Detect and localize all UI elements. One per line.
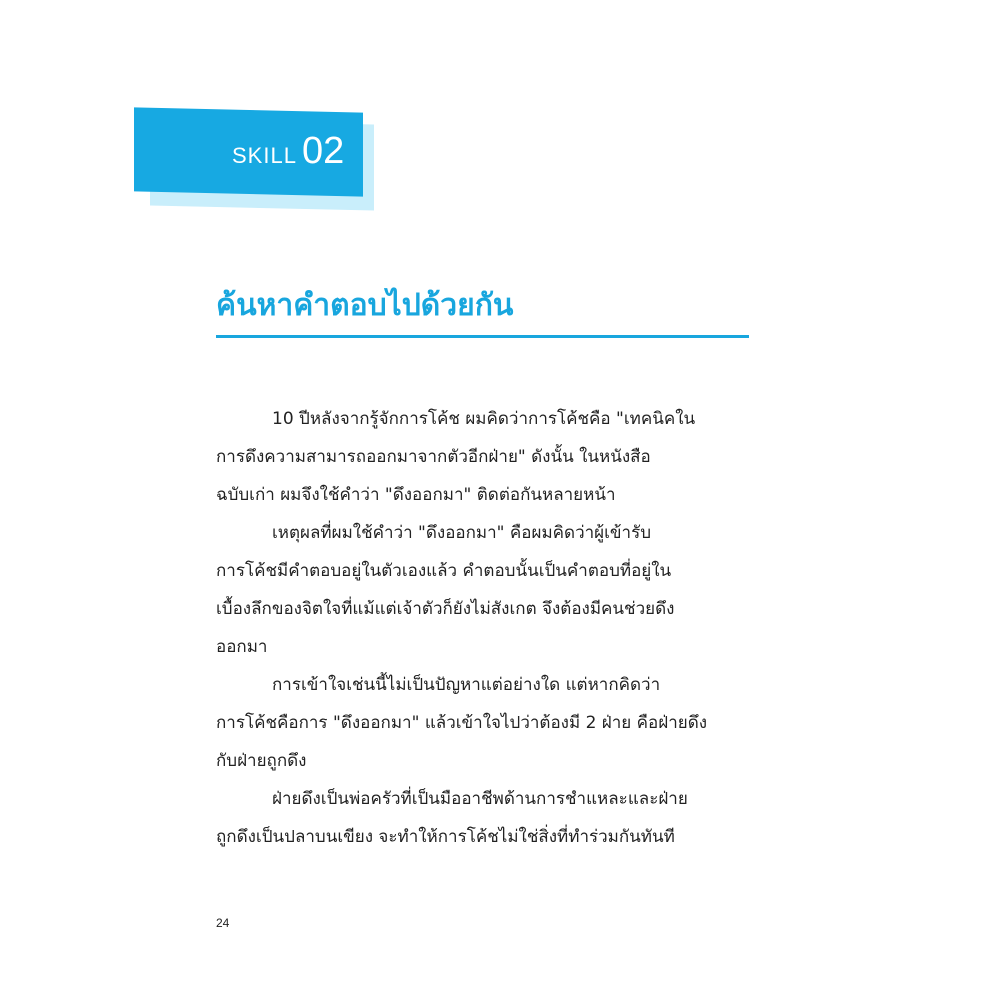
skill-badge-number: 02 <box>301 130 345 172</box>
body-line: 10 ปีหลังจากรู้จักการโค้ช ผมคิดว่าการโค้ชคือ "เทคนิคใน <box>272 409 696 429</box>
page-number: 24 <box>216 916 230 930</box>
body-line: เหตุผลที่ผมใช้คำว่า "ดึงออกมา" คือผมคิดว่าผู้เข้ารับ <box>272 523 652 543</box>
body-line: การโค้ชคือการ "ดึงออกมา" แล้วเข้าใจไปว่าต้องมี 2 ฝ่าย คือฝ่ายดึง <box>216 713 708 733</box>
body-line: กับฝ่ายถูกดึง <box>216 751 307 771</box>
body-line: ฉบับเก่า ผมจึงใช้คำว่า "ดึงออกมา" ติดต่อกันหลายหน้า <box>216 485 616 505</box>
skill-badge-label <box>232 130 344 173</box>
body-line: การโค้ชมีคำตอบอยู่ในตัวเองแล้ว คำตอบนั้นเป็นคำตอบที่อยู่ใน <box>216 561 672 581</box>
body-line: ออกมา <box>216 637 268 657</box>
body-line: การดึงความสามารถออกมาจากตัวอีกฝ่าย" ดังนั้น ในหนังสือ <box>216 447 651 467</box>
title-underline <box>216 335 749 338</box>
body-line: ถูกดึงเป็นปลาบนเขียง จะทำให้การโค้ชไม่ใช่สิ่งที่ทำร่วมกันทันที <box>216 827 675 847</box>
body-line: การเข้าใจเช่นนี้ไม่เป็นปัญหาแต่อย่างใด แต่หากคิดว่า <box>272 675 661 695</box>
body-line: ฝ่ายดึงเป็นพ่อครัวที่เป็นมืออาชีพด้านการชำแหละและฝ่าย <box>272 789 688 809</box>
chapter-title: ค้นหาคำตอบไปด้วยกัน <box>216 288 514 323</box>
skill-badge-word: SKILL <box>232 143 297 168</box>
body-text <box>216 400 749 856</box>
body-line: เบื้องลึกของจิตใจที่แม้แต่เจ้าตัวก็ยังไม่สังเกต จึงต้องมีคนช่วยดึง <box>216 599 675 619</box>
